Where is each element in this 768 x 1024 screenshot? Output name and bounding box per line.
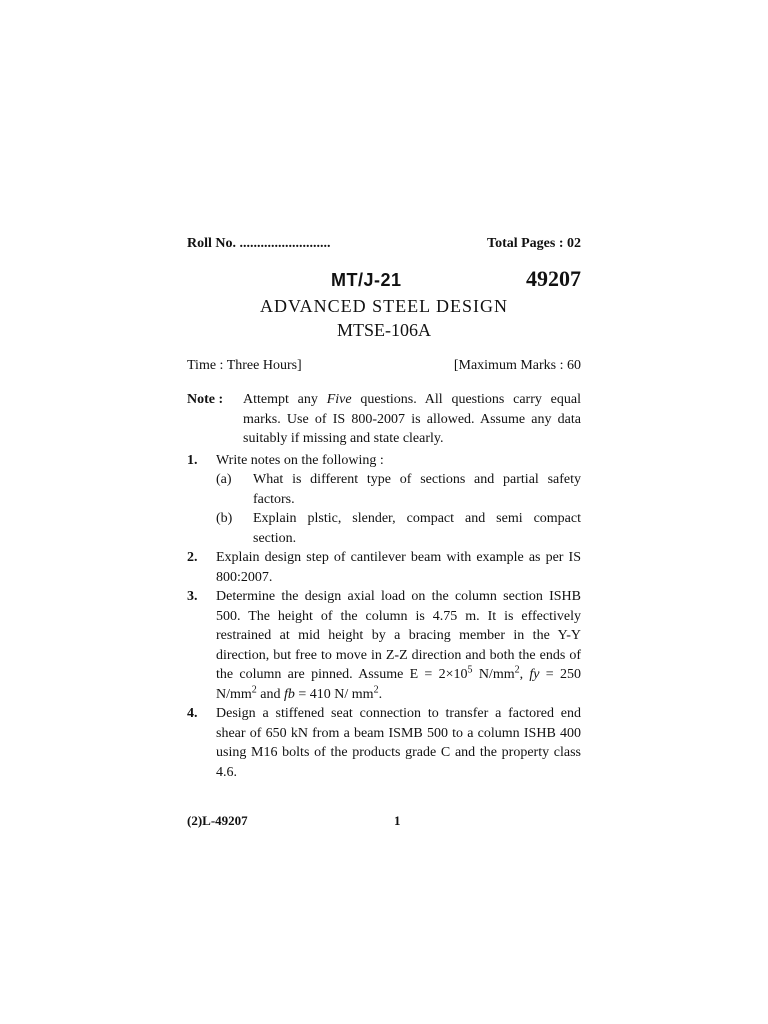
exam-page	[187, 234, 581, 782]
question-3	[187, 587, 581, 704]
question-text-part: N/mm	[472, 667, 515, 682]
time-marks-row	[187, 356, 581, 376]
note-text-part: questions. All questions carry equal marks. Use of IS 800-2007 is allowed. Assume any data suitably if missing and state clearly.	[243, 392, 581, 446]
symbol-fb: fb	[284, 686, 295, 702]
note-block	[187, 390, 581, 449]
question-number: 1.	[187, 452, 198, 468]
subject-code: MTSE-106A	[337, 320, 431, 340]
paper-title: ADVANCED STEEL DESIGN	[260, 296, 508, 316]
question-text: Design a stiffened seat connection to transfer a factored end shear of 650 kN from a beam ISMB 500 to a column ISHB 400 using M16 bolts of the products grade C and the property class 4.6.	[216, 706, 581, 780]
question-text-part: ,	[519, 667, 530, 682]
note-five-emphasis: Five	[326, 392, 352, 407]
paper-code-row	[187, 266, 581, 296]
sub-question-text: What is different type of sections and partial safety factors.	[253, 472, 581, 507]
page-footer	[187, 813, 581, 833]
question-2	[187, 548, 581, 587]
question-text: Explain design step of cantilever beam with example as per IS 800:2007.	[216, 550, 581, 585]
sub-question-label: (a)	[216, 472, 232, 487]
note-text	[243, 390, 581, 449]
question-4	[187, 704, 581, 782]
symbol-fy: fy	[529, 667, 540, 682]
question-text-part: and	[256, 686, 284, 702]
roll-number-field: Roll No. ..........................	[187, 236, 331, 251]
question-1	[187, 451, 581, 471]
question-1a	[216, 470, 581, 509]
question-text-part: .	[378, 686, 383, 702]
note-label: Note :	[187, 392, 224, 407]
note-text-part: Attempt any	[243, 392, 327, 407]
maximum-marks: [Maximum Marks : 60	[453, 358, 581, 373]
paper-code: MT/J-21	[331, 270, 402, 290]
sub-question-text: Explain plstic, slender, compact and semi compact section.	[253, 511, 581, 546]
question-number: 2.	[187, 550, 198, 565]
total-pages: Total Pages : 02	[487, 236, 581, 251]
question-text-part: = 250 N/mm	[216, 667, 581, 702]
question-text	[216, 587, 581, 704]
superscript: 2	[514, 664, 520, 676]
question-text-part: Determine the design axial load on the column section ISHB 500. The height of the column is 4.75 m. It is effectively restrained at mid height by a bracing member in the Y-Y direction, but free to move in Z-Z direction and both the ends of the column are pinned. Assume E = 2×10	[216, 589, 581, 682]
question-number: 3.	[187, 589, 198, 604]
superscript: 2	[373, 683, 379, 695]
question-number: 4.	[187, 706, 198, 721]
paper-number: 49207	[526, 266, 581, 291]
page-number: 1	[394, 813, 401, 828]
question-1b	[216, 509, 581, 548]
exam-body	[187, 390, 581, 782]
question-text: Write notes on the following :	[216, 452, 384, 468]
header-row	[187, 234, 581, 256]
footer-code: (2)L-49207	[187, 813, 248, 828]
question-text-part: = 410 N/ mm	[294, 686, 374, 702]
superscript: 2	[251, 683, 257, 695]
sub-question-label: (b)	[216, 511, 233, 526]
time-duration: Time : Three Hours]	[187, 358, 302, 373]
superscript: 5	[467, 664, 473, 676]
